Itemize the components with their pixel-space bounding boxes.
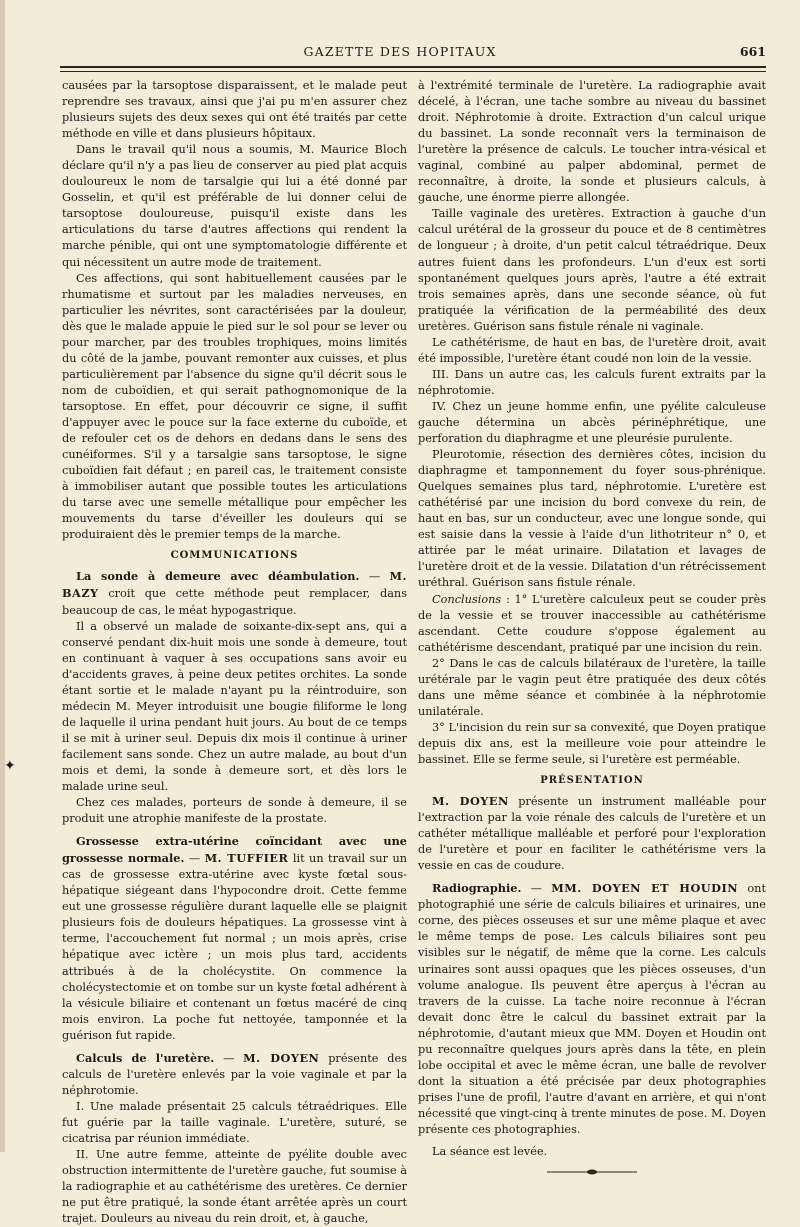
paragraph: 3° L'incision du rein sur sa convexité, que Doyen pratique depuis dix ans, est la meilleure voie pour atteindre le bassinet. Elle se ferme seule, si l'uretère est perméable. [418, 720, 766, 766]
entry-text: présente un instrument malléable pour l'extraction par la voie rénale des calculs de l'uretère et un cathéter métallique malléable et perforé pour l'exploration de l'uretère et pour en faciliter le cathétérisme vers la vessie en cas de coudure. [418, 795, 766, 873]
entry-text: lit un travail sur un cas de grossesse extra-utérine avec kyste fœtal sous-hépatique siégeant dans l'hypocondre droit. Cette femme eut une grossesse régulière durant laquelle elle se plaignit plusieurs fois de douleurs hépatiques. La grossesse vint à terme, l'accouchement fut normal ; un mois après, crise hépatique avec ictère ; un mois plus tard, accidents attribués à de la cholécystite. On commence la cholécystectomie et on tombe sur un kyste fœtal adhérent à la vésicule biliaire et contenant un fœtus macéré de cinq mois environ. La poche fut nettoyée, tamponnée et la guérison fut rapide. [62, 852, 407, 1042]
paragraph: Pleurotomie, résection des dernières côtes, incision du diaphragme et tamponnement du foyer sous-phrénique. Quelques semaines plus tard, néphrotomie. L'uretère est cathétérisé par une incision du bord convexe du rein, de haut en bas, sur un conducteur, avec une longue sonde, qui est saisie dans la vessie à l'aide d'un lithotriteur n° 0, et attirée par le méat urinaire. Dilatation et lavages de l'uretère droit et de la vessie. Dilatation d'un rétrécissement uréthral. Guérison sans fistule rénale. [418, 448, 766, 590]
entry-text: présente des calculs de l'uretère enlevés par la voie vaginale et par la néphrotomie. [62, 1051, 407, 1097]
paragraph: Le cathétérisme, de haut en bas, de l'uretère droit, avait été impossible, l'uretère étant coudé non loin de la vessie. [418, 335, 766, 365]
paragraph: Taille vaginale des uretères. Extraction à gauche d'un calcul urétéral de la grosseur du pouce et de 8 centimètres de longueur ; à droite, d'un petit calcul tétraédrique. Deux autres fuient dans les profondeurs. L'un d'eux est sorti spontanément quelques jours après, l'autre a été extrait trois semaines après, dans une seconde séance, où fut pratiquée la vérification de la perméabilité des deux uretères. Guérison sans fistule rénale ni vaginale. [418, 207, 766, 333]
paragraph: causées par la tarsoptose disparaissent, et le malade peut reprendre ses travaux, ainsi que j'ai pu m'en assurer chez plusieurs sujets des deux sexes qui ont été traités par cette méthode en ville et dans plusieurs hôpitaux. [62, 79, 407, 141]
entry-author: M. DOYEN [243, 1050, 320, 1065]
entry-author: M. DOYEN [432, 794, 509, 809]
header-rule-thin [60, 71, 766, 72]
header-rule-thick [60, 66, 766, 68]
section-heading-communications: COMMUNICATIONS [170, 550, 299, 562]
closing-line: La séance est levée. [432, 1145, 548, 1159]
section-heading-presentation: PRÉSENTATION [540, 775, 644, 787]
paragraph: III. Dans un autre cas, les calculs furent extraits par la néphrotomie. [418, 367, 766, 397]
paragraph: II. Une autre femme, atteinte de pyélite double avec obstruction intermittente de l'uretère gauche, fut soumise à la radiographie et au cathétérisme des uretères. Ce dernier ne put être pratiqué, la sonde étant arrêtée après un court trajet. Douleurs au niveau du rein droit, et, à gauche, [62, 1148, 407, 1226]
conclusions-label: Conclusions [432, 592, 502, 606]
entry-text: croit que cette méthode peut remplacer, dans beaucoup de cas, le méat hypogastrique. [62, 587, 407, 617]
presentation-entry [418, 793, 766, 874]
paragraph: Il a observé un malade de soixante-dix-sept ans, qui a conservé pendant dix-huit mois une sonde à demeure, tout en continuant à vaquer à ses occupations sans avoir eu d'accidents graves, à peine deux petites orchites. La sonde étant sortie et le malade n'ayant pu la réintroduire, son médecin M. Meyer introduisit une bougie filiforme le long de laquelle il urina pendant huit jours. Au bout de ce temps il se mit à uriner seul. Depuis dix mois il continue à uriner facilement sans sonde. Chez un autre malade, au bout d'un mois et demi, la sonde à demeure sort, et dès lors le malade urine seul. [62, 619, 407, 794]
page-number: 661 [739, 44, 766, 59]
communication-entry: Grossesse extra-utérine coïncidant avec une grossesse normale. — M. TUFFIER lit un travail sur un cas de grossesse extra-utérine avec kyste fœtal sous-hépatique siégeant dans l'hypocondre droit. Cette femme eut une grossesse régulière durant laquelle elle se plaignit plusieurs fois de douleurs hépatiques. La grossesse vint à terme, l'accouchement fut normal ; un mois après, crise hépatique avec ictère ; un mois plus tard, accidents attribués à de la cholécystite. On commence la cholécystectomie et on tombe sur un kyste fœtal adhérent à la vésicule biliaire et contenant un fœtus macéré de cinq mois environ. La poche fut nettoyée, tamponnée et la guérison fut rapide. [62, 834, 407, 1042]
left-column [62, 78, 407, 1227]
entry-title: La sonde à demeure avec déambulation. [76, 569, 360, 584]
paragraph: à l'extrémité terminale de l'uretère. La radiographie avait décelé, à l'écran, une tache sombre au niveau du bassinet droit. Néphrotomie à droite. Extraction d'un calcul urique du bassinet. La sonde reconnaît vers la terminaison de l'uretère la présence de calculs. Le toucher intra-vésical et vaginal, combiné au palper abdominal, permet de reconnaître, à droite, la sonde et plusieurs calculs, à gauche, une énorme pierre allongée. [418, 79, 766, 205]
margin-mark-icon: ✦ [4, 758, 16, 774]
paragraph: Dans le travail qu'il nous a soumis, M. Maurice Bloch déclare qu'il n'y a pas lieu de conserver au pied plat acquis douloureux le nom de tarsalgie qui lui a été donné par Gosselin, et qu'il est préférable de lui donner celui de tarsoptose douloureuse, puisqu'il existe dans les articulations du tarse d'autres affections qui rendent la marche pénible, qui ont une symptomatologie différente et qui nécessitent un autre mode de traitement. [62, 143, 407, 269]
entry-title: Grossesse extra-utérine coïncidant avec une grossesse normale. [62, 834, 407, 866]
paragraph: I. Une malade présentait 25 calculs tétraédriques. Elle fut guérie par la taille vaginale. L'uretère, suturé, se cicatrisa par réunion immédiate. [62, 1099, 407, 1145]
paragraph: IV. Chez un jeune homme enfin, une pyélite calculeuse gauche détermina un abcès périnéphrétique, une perforation du diaphragme et une pleurésie purulente. [418, 399, 766, 446]
conclusions-text: : 1° L'uretère calculeux peut se couder près de la vessie et se trouver inaccessible au cathétérisme ascendant. Cette coudure s'oppose également au cathétérisme descendant, pratiqué par une incision du rein. [418, 592, 766, 654]
paragraph: Ces affections, qui sont habituellement causées par le rhumatisme et surtout par les maladies nerveuses, en particulier les névrites, sont caractérisées par la douleur, dès que le malade appuie le pied sur le sol pour se lever ou pour marcher, par des troubles trophiques, moins limités du côté de la jambe, pouvant remonter aux cuisses, et plus particulièrement par l'absence du signe qu'il décrit sous le nom de cuboïdien, et qui serait pathognomonique de la tarsoptose. En effet, pour découvrir ce signe, il suffit d'appuyer avec le pouce sur la face externe du cuboïde, et de refouler cet os de dehors en dedans dans le sens des cunéiformes. S'il y a tarsalgie sans tarsoptose, le signe cuboïdien fait défaut ; en pareil cas, le traitement consiste à immobiliser autant que possible toutes les articulations du tarse avec une semelle métallique pour empêcher les mouvements du tarse d'éveiller les douleurs qui se produiraient dès le premier temps de la marche. [62, 271, 407, 542]
entry-author: M. TUFFIER [204, 851, 289, 866]
entry-author: MM. DOYEN ET HOUDIN [551, 881, 739, 896]
running-header [0, 44, 800, 64]
entry-text: ont photographié une série de calculs biliaires et urinaires, une corne, des pièces osseuses et sur une même plaque et avec le même temps de pose. Les calculs biliaires sont peu visibles sur le négatif, de même que la corne. Les calculs urinaires sont aussi opaques que les pièces osseuses, d'un volume analogue. Ils peuvent être aperçus à l'écran au travers de la cuisse. La tache noire reconnue à l'écran devait donc être le calcul du bassinet extrait par la néphrotomie, d'autant mieux que MM. Doyen et Houdin ont pu reconnaître quelques jours après dans la tête, en plein lobe occipital et avec le même écran, une balle de revolver dont la situation a été précisée par deux photographies prises l'une de profil, l'autre d'avant en arrière, et qui n'ont nécessité que vingt-cinq à trente minutes de pose. M. Doyen présente ces photographies. [418, 882, 766, 1136]
paragraph: 2° Dans le cas de calculs bilatéraux de l'uretère, la taille urétérale par le vagin peut être pratiquée des deux côtés dans une même séance et combinée à la néphrotomie unilatérale. [418, 656, 766, 718]
presentation-entry: Radiographie. — MM. DOYEN ET HOUDIN ont photographié une série de calculs biliaires et urinaires, une corne, des pièces osseuses et sur une même plaque et avec le même temps de pose. Les calculs biliaires sont peu visibles sur le négatif, de même que la corne. Les calculs urinaires sont aussi opaques que les pièces osseuses, d'un volume analogue. Ils peuvent être aperçus à l'écran au travers de la cuisse. La tache noire reconnue à l'écran devait donc être le calcul du bassinet extrait par la néphrotomie, d'autant mieux que MM. Doyen et Houdin ont pu reconnaître quelques jours après dans la tête, en plein lobe occipital et avec le même écran, une balle de revolver dont la situation a été précisée par deux photographies prises l'une de profil, l'autre d'avant en arrière, et qui n'ont nécessité que vingt-cinq à trente minutes de pose. M. Doyen présente ces photographies. [418, 881, 766, 1136]
running-title: GAZETTE DES HOPITAUX [303, 44, 497, 59]
entry-author: M. BAZY [62, 569, 407, 601]
end-ornament-icon [547, 1168, 637, 1176]
communication-entry: Calculs de l'uretère. — M. DOYEN présente des calculs de l'uretère enlevés par la voie vaginale et par la néphrotomie. [62, 1050, 407, 1097]
communication-entry: La sonde à demeure avec déambulation. — M. BAZY croit que cette méthode peut remplacer, dans beaucoup de cas, le méat hypogastrique. [62, 569, 407, 617]
entry-title: Calculs de l'uretère. [76, 1050, 215, 1065]
entry-title: Radiographie. [432, 881, 522, 896]
right-column [418, 78, 766, 1176]
page-edge-shadow [0, 0, 5, 1152]
paragraph: Chez ces malades, porteurs de sonde à demeure, il se produit une atrophie manifeste de la prostate. [62, 796, 407, 826]
conclusions-paragraph [418, 592, 766, 656]
